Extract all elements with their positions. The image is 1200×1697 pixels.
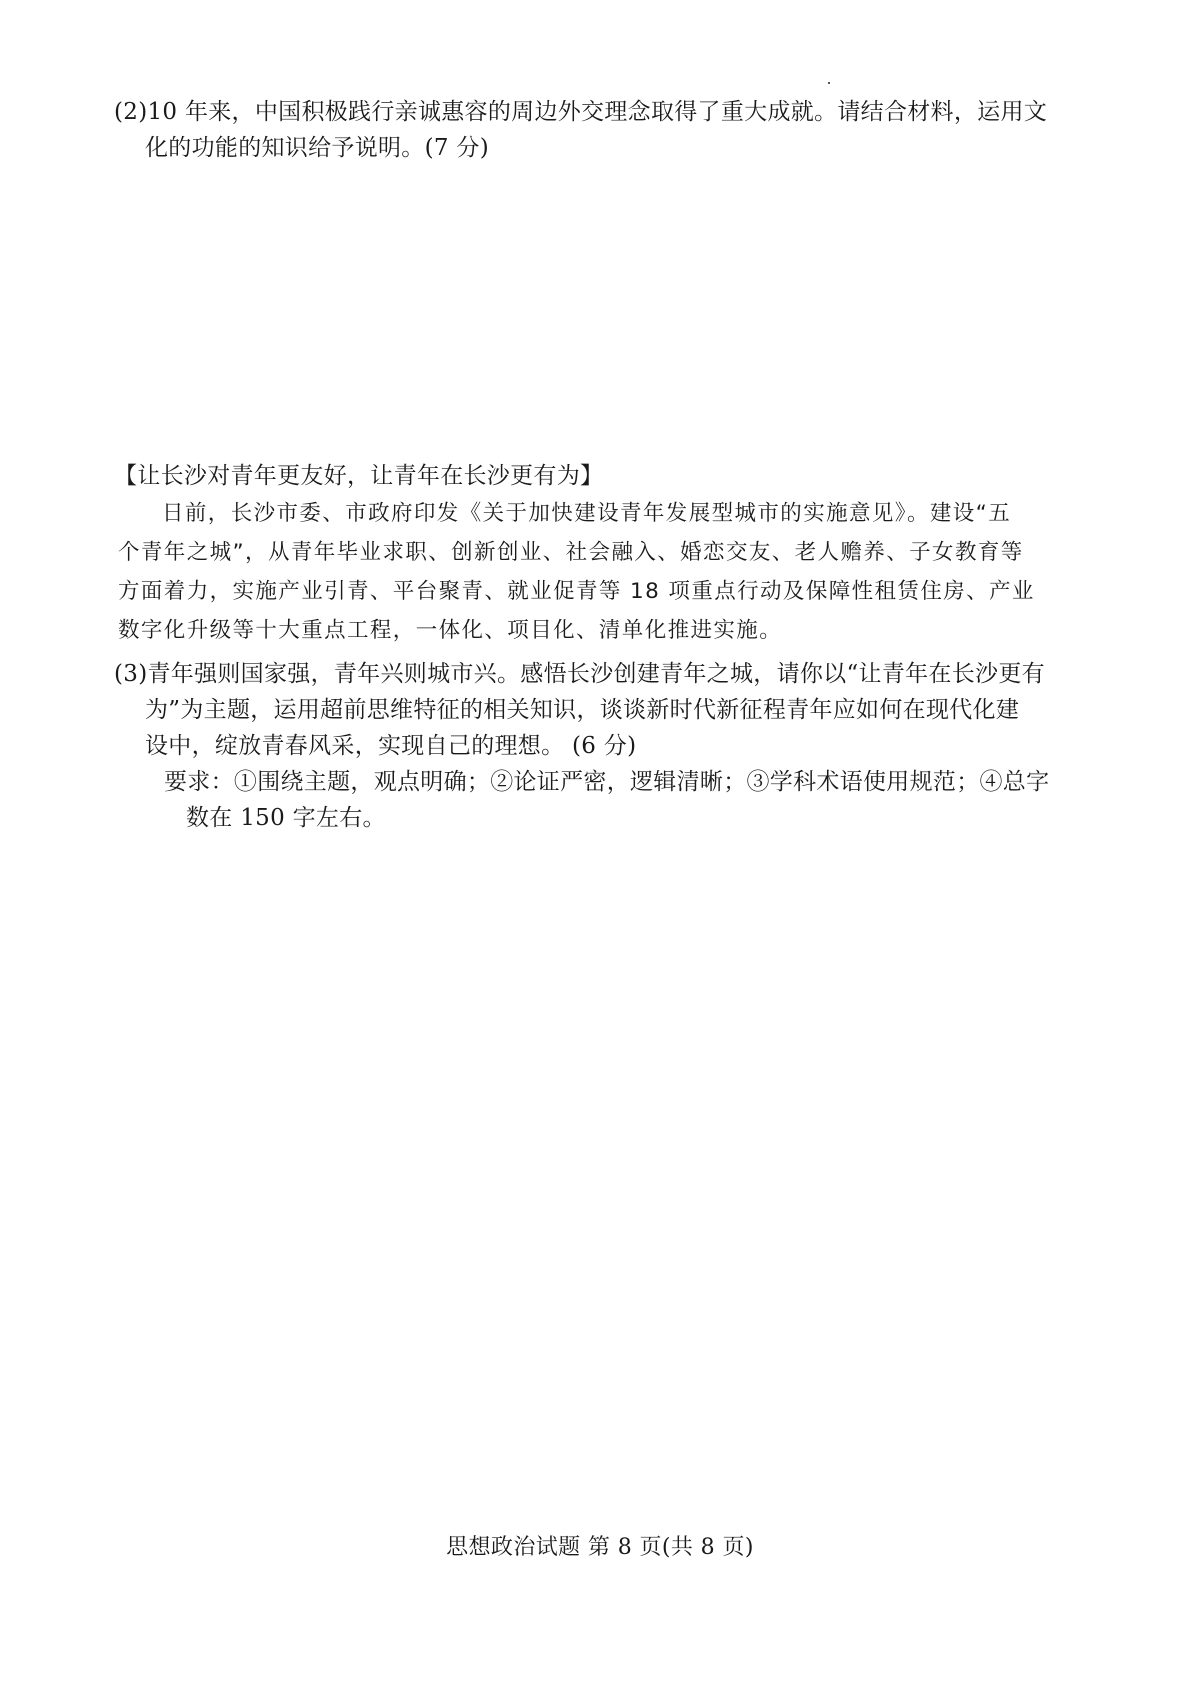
question-3-line-2: 为”为主题，运用超前思维特征的相关知识，谈谈新时代新征程青年应如何在现代化建 <box>145 697 1020 723</box>
question-2-line-2: 化的功能的知识给予说明。(7 分) <box>145 135 489 161</box>
question-3-requirement-2: 数在 150 字左右。 <box>186 805 386 831</box>
material-title: 【让长沙对青年更友好，让青年在长沙更有为】 <box>114 463 604 489</box>
material-heading <box>114 458 1104 494</box>
question-3-requirement-1: 要求：①围绕主题，观点明确；②论证严密，逻辑清晰；③学科术语使用规范；④总字 <box>164 769 1050 795</box>
material-line-4: 数字化升级等十大重点工程，一体化、项目化、清单化推进实施。 <box>118 618 783 643</box>
question-3 <box>114 656 1104 836</box>
question-2-line-1: (2)10 年来，中国积极践行亲诚惠容的周边外交理念取得了重大成就。请结合材料，运用文 <box>114 99 1048 125</box>
material-line-3: 方面着力，实施产业引青、平台聚青、就业促青等 18 项重点行动及保障性租赁住房、产业 <box>118 579 1035 604</box>
question-3-line-1: (3)青年强则国家强，青年兴则城市兴。感悟长沙创建青年之城，请你以“让青年在长沙更有 <box>114 661 1045 687</box>
question-2 <box>114 94 1104 166</box>
question-3-line-3: 设中，绽放青春风采，实现自己的理想。 (6 分) <box>145 733 637 759</box>
scan-dot <box>828 82 830 84</box>
material-line-2: 个青年之城”，从青年毕业求职、创新创业、社会融入、婚恋交友、老人赡养、子女教育等 <box>118 540 1024 565</box>
material-line-1: 日前，长沙市委、市政府印发《关于加快建设青年发展型城市的实施意见》。建设“五 <box>162 501 1012 526</box>
page-footer: 思想政治试题 第 8 页(共 8 页) <box>446 1535 754 1560</box>
material-passage <box>118 494 1108 650</box>
